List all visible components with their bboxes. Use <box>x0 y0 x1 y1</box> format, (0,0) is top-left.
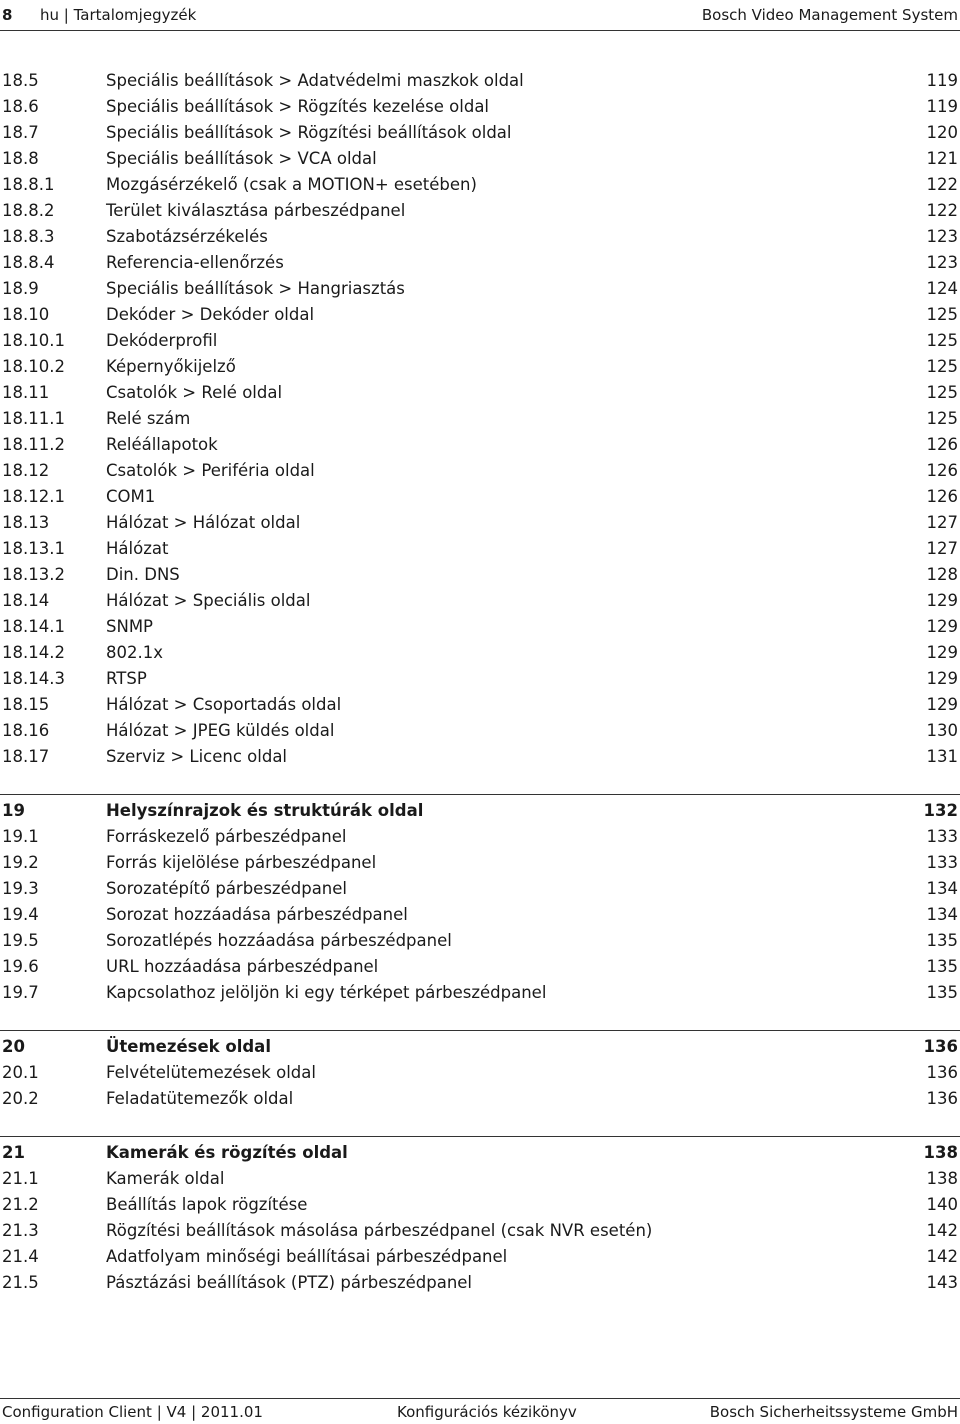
toc-entry-title: Ütemezések oldal <box>106 1037 271 1056</box>
toc-entry-number: 18.14.3 <box>2 669 65 688</box>
toc-entry-page: 127 <box>926 513 958 532</box>
toc-entry-page: 129 <box>926 617 958 636</box>
toc-entry-title: Sorozatépítő párbeszédpanel <box>106 879 347 898</box>
toc-entry-number: 18.8.4 <box>2 253 55 272</box>
toc-group <box>0 68 960 770</box>
toc-chapter-group <box>0 1034 960 1112</box>
toc-entry-page: 119 <box>926 97 958 116</box>
toc-entry[interactable] <box>0 1060 960 1086</box>
toc-entry[interactable] <box>0 328 960 354</box>
page-number: 8 <box>2 6 13 24</box>
toc-entry[interactable] <box>0 1244 960 1270</box>
toc-entry-title: Hálózat <box>106 539 169 558</box>
toc-entry-title: Szerviz > Licenc oldal <box>106 747 288 766</box>
toc-entry[interactable] <box>0 276 960 302</box>
toc-entry-number: 18.12.1 <box>2 487 65 506</box>
toc-entry[interactable] <box>0 692 960 718</box>
toc-entry[interactable] <box>0 68 960 94</box>
toc-entry-page: 135 <box>926 931 958 950</box>
toc-entry-title: Mozgásérzékelő (csak a MOTION+ esetében) <box>106 175 477 194</box>
toc-entry-number: 18.5 <box>2 71 39 90</box>
toc-entry-page: 138 <box>923 1143 958 1162</box>
toc-entry-title: Kamerák és rögzítés oldal <box>106 1143 348 1162</box>
footer-company: Bosch Sicherheitssysteme GmbH <box>709 1403 958 1421</box>
toc-entry-title: Speciális beállítások > Rögzítési beállítások oldal <box>106 123 512 142</box>
toc-entry-title: Hálózat > Speciális oldal <box>106 591 311 610</box>
toc-entry[interactable] <box>0 302 960 328</box>
toc-entry-page: 138 <box>926 1169 958 1188</box>
toc-entry-title: Feladatütemezők oldal <box>106 1089 294 1108</box>
toc-entry[interactable] <box>0 640 960 666</box>
toc-entry-page: 127 <box>926 539 958 558</box>
toc-entry-page: 129 <box>926 591 958 610</box>
toc-entry-title: Pásztázási beállítások (PTZ) párbeszédpanel <box>106 1273 473 1292</box>
toc-entry-number: 18.10.1 <box>2 331 65 350</box>
toc-entry-title: Felvételütemezések oldal <box>106 1063 316 1082</box>
toc-entry-title: Sorozat hozzáadása párbeszédpanel <box>106 905 408 924</box>
section-title: hu | Tartalomjegyzék <box>40 6 197 24</box>
toc-entry-page: 126 <box>926 461 958 480</box>
toc-entry-title: Speciális beállítások > Rögzítés kezelése oldal <box>106 97 490 116</box>
toc-entry-page: 129 <box>926 695 958 714</box>
footer-document-title: Konfigurációs kézikönyv <box>397 1403 577 1421</box>
toc-entry-number: 18.14.1 <box>2 617 65 636</box>
toc-entry-number: 18.17 <box>2 747 50 766</box>
toc-entry-title: Speciális beállítások > Hangriasztás <box>106 279 405 298</box>
toc-entry-title: Rögzítési beállítások másolása párbeszédpanel (csak NVR esetén) <box>106 1221 653 1240</box>
toc-entry-page: 123 <box>926 227 958 246</box>
toc-entry[interactable] <box>0 536 960 562</box>
toc-entry-number: 18.7 <box>2 123 39 142</box>
toc-entry-page: 123 <box>926 253 958 272</box>
toc-entry-number: 18.15 <box>2 695 50 714</box>
toc-entry-page: 125 <box>926 331 958 350</box>
toc-entry-page: 125 <box>926 409 958 428</box>
toc-entry-page: 121 <box>926 149 958 168</box>
toc-entry-title: Hálózat > Hálózat oldal <box>106 513 301 532</box>
toc-entry-number: 19.1 <box>2 827 39 846</box>
toc-entry[interactable] <box>0 562 960 588</box>
toc-entry-number: 21.2 <box>2 1195 39 1214</box>
toc-entry-page: 134 <box>926 879 958 898</box>
toc-entry-title: Dekóderprofil <box>106 331 218 350</box>
toc-chapter-group <box>0 1140 960 1296</box>
toc-entry[interactable] <box>0 980 960 1006</box>
toc-entry-page: 132 <box>923 801 958 820</box>
toc-entry[interactable] <box>0 1192 960 1218</box>
toc-entry-page: 142 <box>926 1221 958 1240</box>
toc-entry-page: 122 <box>926 175 958 194</box>
toc-entry-page: 124 <box>926 279 958 298</box>
table-of-contents <box>0 68 960 1296</box>
toc-entry-page: 133 <box>926 827 958 846</box>
toc-entry-title: Képernyőkijelző <box>106 357 236 376</box>
toc-entry-page: 140 <box>926 1195 958 1214</box>
toc-entry-title: Kapcsolathoz jelöljön ki egy térképet párbeszédpanel <box>106 983 547 1002</box>
toc-entry[interactable] <box>0 172 960 198</box>
toc-entry-number: 19.7 <box>2 983 39 1002</box>
toc-entry-number: 18.11 <box>2 383 50 402</box>
toc-entry-number: 21.3 <box>2 1221 39 1240</box>
toc-entry-page: 130 <box>926 721 958 740</box>
toc-entry-number: 18.12 <box>2 461 50 480</box>
toc-entry-number: 19.4 <box>2 905 39 924</box>
toc-entry-page: 134 <box>926 905 958 924</box>
toc-entry-title: Dekóder > Dekóder oldal <box>106 305 315 324</box>
toc-entry-title: Speciális beállítások > VCA oldal <box>106 149 377 168</box>
toc-entry[interactable] <box>0 954 960 980</box>
toc-entry-number: 18.8.2 <box>2 201 55 220</box>
toc-entry[interactable] <box>0 380 960 406</box>
toc-chapter-group <box>0 798 960 1006</box>
toc-entry[interactable] <box>0 406 960 432</box>
toc-entry-number: 18.10.2 <box>2 357 65 376</box>
toc-entry-number: 18.9 <box>2 279 39 298</box>
toc-entry[interactable] <box>0 198 960 224</box>
toc-entry[interactable] <box>0 744 960 770</box>
page-footer <box>0 1398 960 1424</box>
toc-entry-title: Reléállapotok <box>106 435 218 454</box>
toc-entry-title: Beállítás lapok rögzítése <box>106 1195 308 1214</box>
toc-entry[interactable] <box>0 432 960 458</box>
toc-entry-title: Relé szám <box>106 409 191 428</box>
toc-entry-number: 21.5 <box>2 1273 39 1292</box>
toc-entry-number: 20 <box>2 1037 25 1056</box>
toc-entry-title: Din. DNS <box>106 565 180 584</box>
toc-entry[interactable] <box>0 1270 960 1296</box>
toc-entry-number: 18.6 <box>2 97 39 116</box>
toc-entry-title: Hálózat > Csoportadás oldal <box>106 695 342 714</box>
toc-entry-number: 21.1 <box>2 1169 39 1188</box>
toc-entry-page: 136 <box>926 1089 958 1108</box>
toc-entry[interactable] <box>0 588 960 614</box>
toc-entry-title: RTSP <box>106 669 147 688</box>
toc-chapter-entry[interactable] <box>0 1034 960 1060</box>
toc-entry-number: 18.11.2 <box>2 435 65 454</box>
toc-entry-title: URL hozzáadása párbeszédpanel <box>106 957 379 976</box>
toc-entry-page: 125 <box>926 305 958 324</box>
toc-entry-number: 19.3 <box>2 879 39 898</box>
toc-entry-page: 120 <box>926 123 958 142</box>
toc-entry-title: Hálózat > JPEG küldés oldal <box>106 721 335 740</box>
toc-entry-page: 133 <box>926 853 958 872</box>
toc-entry-number: 19.2 <box>2 853 39 872</box>
footer-version: Configuration Client | V4 | 2011.01 <box>2 1403 263 1421</box>
page-header <box>0 0 960 31</box>
toc-entry-page: 135 <box>926 957 958 976</box>
toc-entry-number: 21 <box>2 1143 25 1162</box>
toc-entry-title: Sorozatlépés hozzáadása párbeszédpanel <box>106 931 452 950</box>
toc-entry-page: 136 <box>923 1037 958 1056</box>
toc-entry-number: 18.13.2 <box>2 565 65 584</box>
toc-chapter-entry[interactable] <box>0 1140 960 1166</box>
toc-entry[interactable] <box>0 614 960 640</box>
toc-entry-page: 131 <box>926 747 958 766</box>
toc-entry[interactable] <box>0 250 960 276</box>
toc-entry[interactable] <box>0 850 960 876</box>
toc-entry-number: 19.6 <box>2 957 39 976</box>
toc-entry-page: 126 <box>926 435 958 454</box>
toc-entry-number: 18.16 <box>2 721 50 740</box>
toc-entry-title: Terület kiválasztása párbeszédpanel <box>106 201 406 220</box>
toc-entry[interactable] <box>0 1086 960 1112</box>
toc-entry[interactable] <box>0 1166 960 1192</box>
toc-entry[interactable] <box>0 902 960 928</box>
toc-entry-title: Adatfolyam minőségi beállításai párbeszédpanel <box>106 1247 508 1266</box>
product-name: Bosch Video Management System <box>701 6 958 24</box>
toc-entry[interactable] <box>0 354 960 380</box>
toc-entry-title: Referencia-ellenőrzés <box>106 253 284 272</box>
toc-entry-title: Szabotázsérzékelés <box>106 227 268 246</box>
toc-entry-page: 135 <box>926 983 958 1002</box>
toc-entry-title: Forráskezelő párbeszédpanel <box>106 827 347 846</box>
toc-entry-page: 125 <box>926 383 958 402</box>
toc-entry-number: 18.14 <box>2 591 50 610</box>
toc-entry-number: 20.1 <box>2 1063 39 1082</box>
toc-entry-title: SNMP <box>106 617 154 636</box>
toc-entry-number: 21.4 <box>2 1247 39 1266</box>
toc-entry-number: 18.11.1 <box>2 409 65 428</box>
toc-entry-number: 20.2 <box>2 1089 39 1108</box>
toc-entry-page: 128 <box>926 565 958 584</box>
toc-entry-number: 19.5 <box>2 931 39 950</box>
toc-entry-page: 129 <box>926 669 958 688</box>
toc-entry[interactable] <box>0 718 960 744</box>
toc-entry[interactable] <box>0 1218 960 1244</box>
toc-entry-page: 119 <box>926 71 958 90</box>
toc-entry-title: Csatolók > Periféria oldal <box>106 461 315 480</box>
toc-entry-number: 18.13 <box>2 513 50 532</box>
toc-entry[interactable] <box>0 94 960 120</box>
toc-entry-title: COM1 <box>106 487 156 506</box>
toc-entry-number: 18.10 <box>2 305 50 324</box>
toc-entry-title: 802.1x <box>106 643 164 662</box>
toc-entry-number: 18.8 <box>2 149 39 168</box>
toc-entry[interactable] <box>0 224 960 250</box>
toc-entry-page: 125 <box>926 357 958 376</box>
toc-entry-title: Forrás kijelölése párbeszédpanel <box>106 853 377 872</box>
toc-entry[interactable] <box>0 928 960 954</box>
toc-entry-title: Helyszínrajzok és struktúrák oldal <box>106 801 424 820</box>
toc-entry[interactable] <box>0 876 960 902</box>
toc-entry-title: Speciális beállítások > Adatvédelmi maszkok oldal <box>106 71 524 90</box>
toc-chapter-entry[interactable] <box>0 798 960 824</box>
toc-entry-number: 18.14.2 <box>2 643 65 662</box>
toc-entry[interactable] <box>0 146 960 172</box>
toc-entry[interactable] <box>0 120 960 146</box>
toc-entry-title: Kamerák oldal <box>106 1169 225 1188</box>
toc-entry[interactable] <box>0 484 960 510</box>
toc-entry-number: 18.8.3 <box>2 227 55 246</box>
toc-entry-number: 19 <box>2 801 25 820</box>
toc-entry[interactable] <box>0 666 960 692</box>
toc-entry-title: Csatolók > Relé oldal <box>106 383 283 402</box>
toc-entry-page: 136 <box>926 1063 958 1082</box>
toc-entry-page: 126 <box>926 487 958 506</box>
toc-entry-page: 142 <box>926 1247 958 1266</box>
toc-entry-page: 122 <box>926 201 958 220</box>
toc-entry[interactable] <box>0 458 960 484</box>
toc-entry-number: 18.8.1 <box>2 175 55 194</box>
toc-entry-page: 143 <box>926 1273 958 1292</box>
toc-entry-page: 129 <box>926 643 958 662</box>
toc-entry[interactable] <box>0 824 960 850</box>
toc-entry-number: 18.13.1 <box>2 539 65 558</box>
toc-entry[interactable] <box>0 510 960 536</box>
